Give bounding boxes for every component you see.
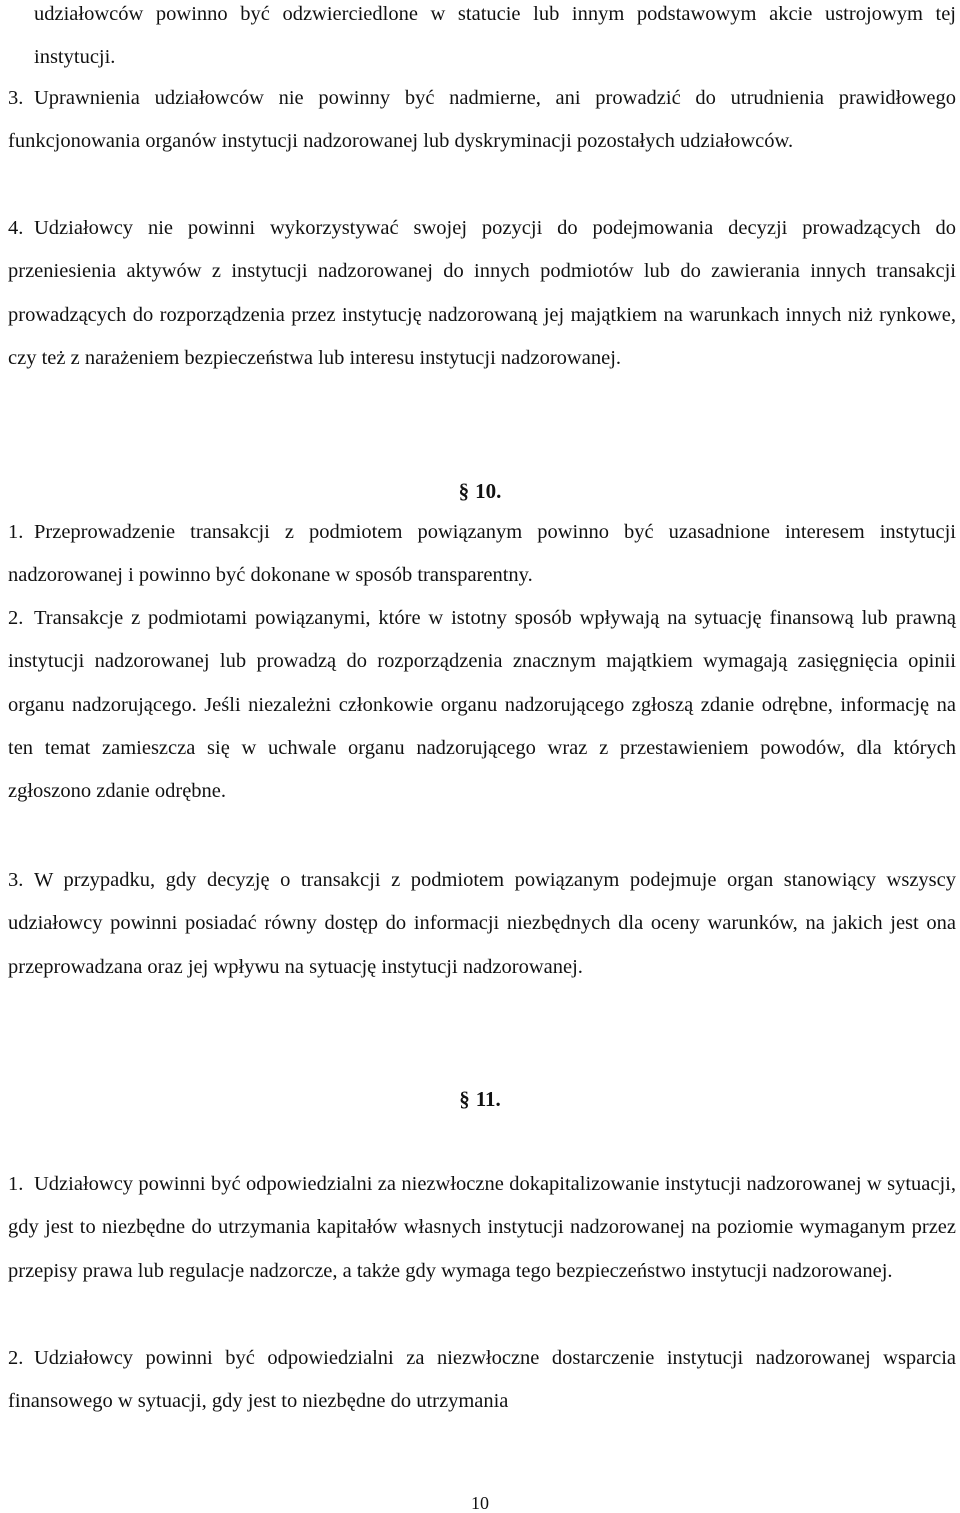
section-10-item-3 <box>8 859 956 989</box>
section-11-item-1 <box>8 1163 956 1293</box>
item-number: 1. <box>8 1173 24 1195</box>
item-text: Uprawnienia udziałowców nie powinny być nadmierne, ani prowadzić do utrudnienia prawidłowego funkcjonowania organów instytucji nadzorowanej lub dyskryminacji pozostałych udziałowców. <box>8 87 956 153</box>
section-heading-11 <box>0 1084 960 1114</box>
continuation-paragraph: udziałowców powinno być odzwierciedlone w statucie lub innym podstawowym akcie ustrojowym tej instytucji. <box>34 3 956 69</box>
section-sign: § <box>458 479 470 503</box>
page-number: 10 <box>471 1493 489 1513</box>
item-text: W przypadku, gdy decyzję o transakcji z podmiotem powiązanym podejmuje organ stanowiący wszyscy udziałowcy powinni posiadać równy dostęp do informacji niezbędnych dla oceny warunków, na jakich jest ona przeprowadzana oraz jej wpływu na sytuację instytucji nadzorowanej. <box>8 869 956 978</box>
section-9-item-3 <box>8 77 956 164</box>
section-number: 10. <box>475 479 502 503</box>
item-text: Udziałowcy powinni być odpowiedzialni za niezwłoczne dostarczenie instytucji nadzorowanej wsparcia finansowego w sytuacji, gdy jest to niezbędne do utrzymania <box>8 1347 956 1413</box>
item-number: 4. <box>8 217 24 239</box>
section-10-item-2 <box>8 597 956 813</box>
section-number: 11. <box>475 1087 501 1111</box>
item-number: 1. <box>8 521 24 543</box>
section-heading-10 <box>0 476 960 506</box>
item-number: 2. <box>8 607 24 629</box>
item-text: Udziałowcy nie powinni wykorzystywać swojej pozycji do podejmowania decyzji prowadzących do przeniesienia aktywów z instytucji nadzorowanej do innych podmiotów lub do zawierania innych transakcji prowadzących do rozporządzenia przez instytucję nadzorowaną jej majątkiem na warunkach innych niż rynkowe, czy też z narażeniem bezpieczeństwa lub interesu instytucji nadzorowanej. <box>8 217 956 369</box>
section-9-item-4 <box>8 207 956 380</box>
item-number: 3. <box>8 87 24 109</box>
section-10-item-1 <box>8 511 956 598</box>
item-number: 2. <box>8 1347 24 1369</box>
item-text: Przeprowadzenie transakcji z podmiotem powiązanym powinno być uzasadnione interesem instytucji nadzorowanej i powinno być dokonane w sposób transparentny. <box>8 521 956 587</box>
item-text: Transakcje z podmiotami powiązanymi, które w istotny sposób wpływają na sytuację finansową lub prawną instytucji nadzorowanej lub prowadzą do rozporządzenia znacznym majątkiem wymagają zasięgnięcia opinii organu nadzorującego. Jeśli niezależni członkowie organu nadzorującego zgłoszą zdanie odrębne, informację na ten temat zamieszcza się w uchwale organu nadzorującego wraz z przestawieniem powodów, dla których zgłoszono zdanie odrębne. <box>8 607 956 803</box>
section-sign: § <box>459 1087 470 1111</box>
item-text: Udziałowcy powinni być odpowiedzialni za niezwłoczne dokapitalizowanie instytucji nadzorowanej w sytuacji, gdy jest to niezbędne do utrzymania kapitałów własnych instytucji nadzorowanej na poziomie wymaganym przez przepisy prawa lub regulacje nadzorcze, a także gdy wymaga tego bezpieczeństwo instytucji nadzorowanej. <box>8 1173 956 1282</box>
item-number: 3. <box>8 869 24 891</box>
section-11-item-2 <box>8 1337 956 1424</box>
